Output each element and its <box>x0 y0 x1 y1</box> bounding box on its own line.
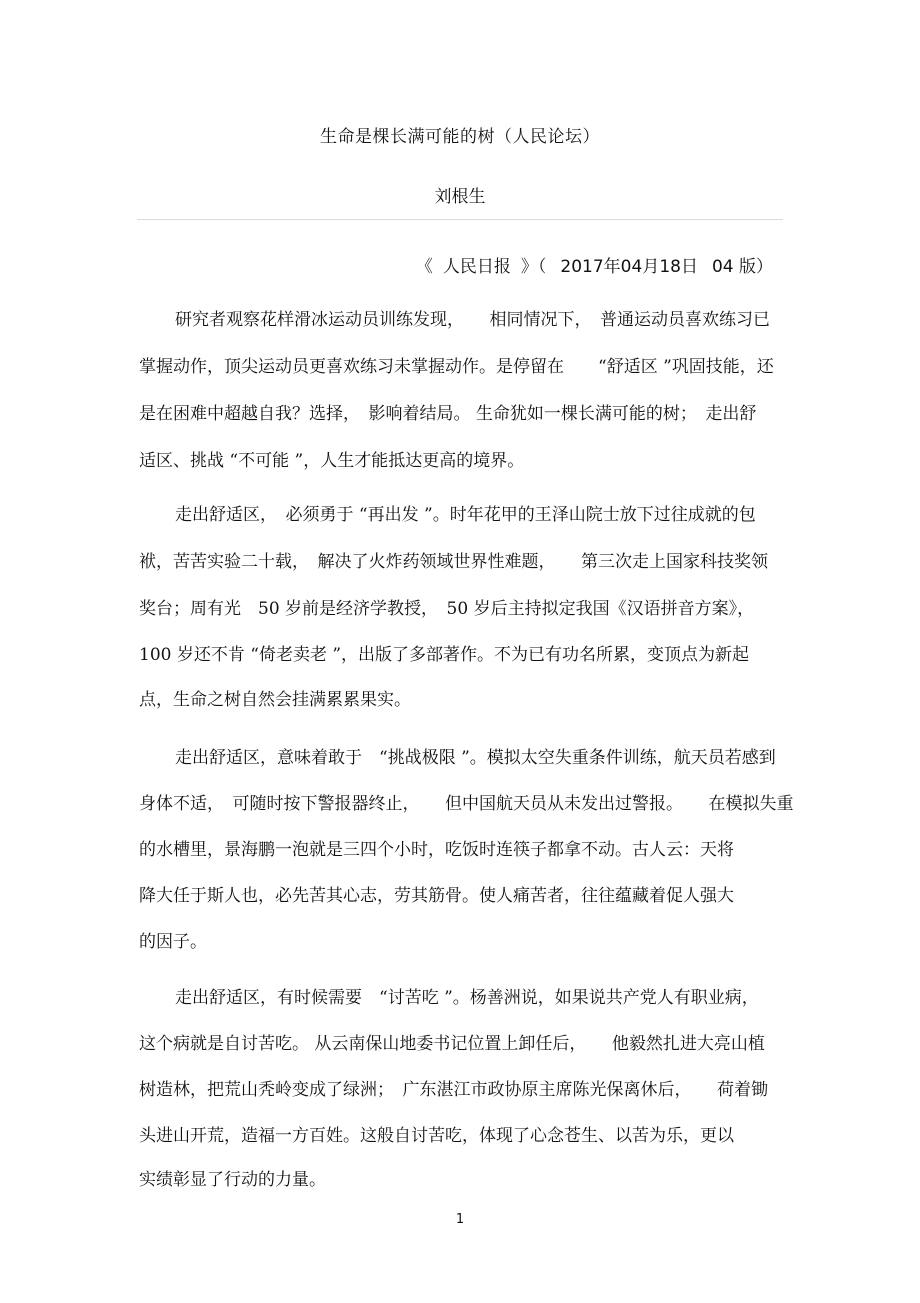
paragraph-4-line-4: 头进山开荒，造福一方百姓。这般自讨苦吃，体现了心念苍生、以苦为乐，更以 <box>139 1126 734 1146</box>
paragraph-1-line-1: 研究者观察花样滑冰运动员训练发现， 相同情况下， 普通运动员喜欢练习已 <box>175 310 770 330</box>
paragraph-3-line-5: 的因子。 <box>139 932 207 952</box>
paragraph-3-line-3: 的水槽里，景海鹏一泡就是三四个小时，吃饭时连筷子都拿不动。古人云：天将 <box>139 840 734 860</box>
paragraph-4-line-5: 实绩彰显了行动的力量。 <box>139 1170 326 1190</box>
source-newspaper: 人民日报 <box>442 257 511 277</box>
page-number: 1 <box>455 1212 465 1227</box>
paragraph-2-line-3: 奖台；周有光 50 岁前是经济学教授， 50 岁后主持拟定我国《汉语拼音方案》， <box>139 599 755 619</box>
source-open-quote: 《 <box>415 257 433 277</box>
source-close-quote: 》（ <box>520 257 547 277</box>
paragraph-2-line-4: 100 岁还不肯 “倚老卖老 ”，出版了多部著作。不为已有功名所累，变顶点为新起 <box>139 645 750 665</box>
article-author: 刘根生 <box>434 187 486 207</box>
source-citation <box>416 252 773 277</box>
paragraph-2-line-2: 袱，苦苦实验二十载， 解决了火炸药领域世界性难题， 第三次走上国家科技奖领 <box>139 552 768 572</box>
paragraph-3-line-4: 降大任于斯人也，必先苦其心志，劳其筋骨。使人痛苦者，往往蕴藏着促人强大 <box>139 886 734 906</box>
paragraph-4-line-2: 这个病就是自讨苦吃。 从云南保山地委书记位置上卸任后， 他毅然扎进大亮山植 <box>139 1034 765 1054</box>
paragraph-2-line-1: 走出舒适区， 必须勇于 “再出发 ”。时年花甲的王泽山院士放下过往成就的包 <box>175 505 756 525</box>
header-divider <box>137 219 783 220</box>
paragraph-1-line-3: 是在困难中超越自我？选择， 影响着结局。 生命犹如一棵长满可能的树； 走出舒 <box>139 404 757 424</box>
paragraph-3-line-1: 走出舒适区，意味着敢于 “挑战极限 ”。模拟太空失重条件训练，航天员若感到 <box>175 748 776 768</box>
paragraph-4-line-3: 树造林，把荒山秃岭变成了绿洲； 广东湛江市政协原主席陈光保离休后， 荷着锄 <box>139 1080 768 1100</box>
paragraph-1-line-2: 掌握动作，顶尖运动员更喜欢练习未掌握动作。是停留在 “舒适区 ”巩固技能，还 <box>139 357 774 377</box>
article-title: 生命是棵长满可能的树（人民论坛） <box>320 127 600 147</box>
source-edition: 04 版） <box>711 257 773 277</box>
paragraph-4-line-1: 走出舒适区，有时候需要 “讨苦吃 ”。杨善洲说，如果说共产党人有职业病， <box>175 988 759 1008</box>
paragraph-3-line-2: 身体不适， 可随时按下警报器终止， 但中国航天员从未发出过警报。 在模拟失重 <box>139 794 794 814</box>
source-date: 2017年04月18日 <box>560 257 698 277</box>
paragraph-2-line-5: 点，生命之树自然会挂满累累果实。 <box>139 690 411 710</box>
paragraph-1-line-4: 适区、挑战 “不可能 ”，人生才能抵达更高的境界。 <box>139 451 525 471</box>
